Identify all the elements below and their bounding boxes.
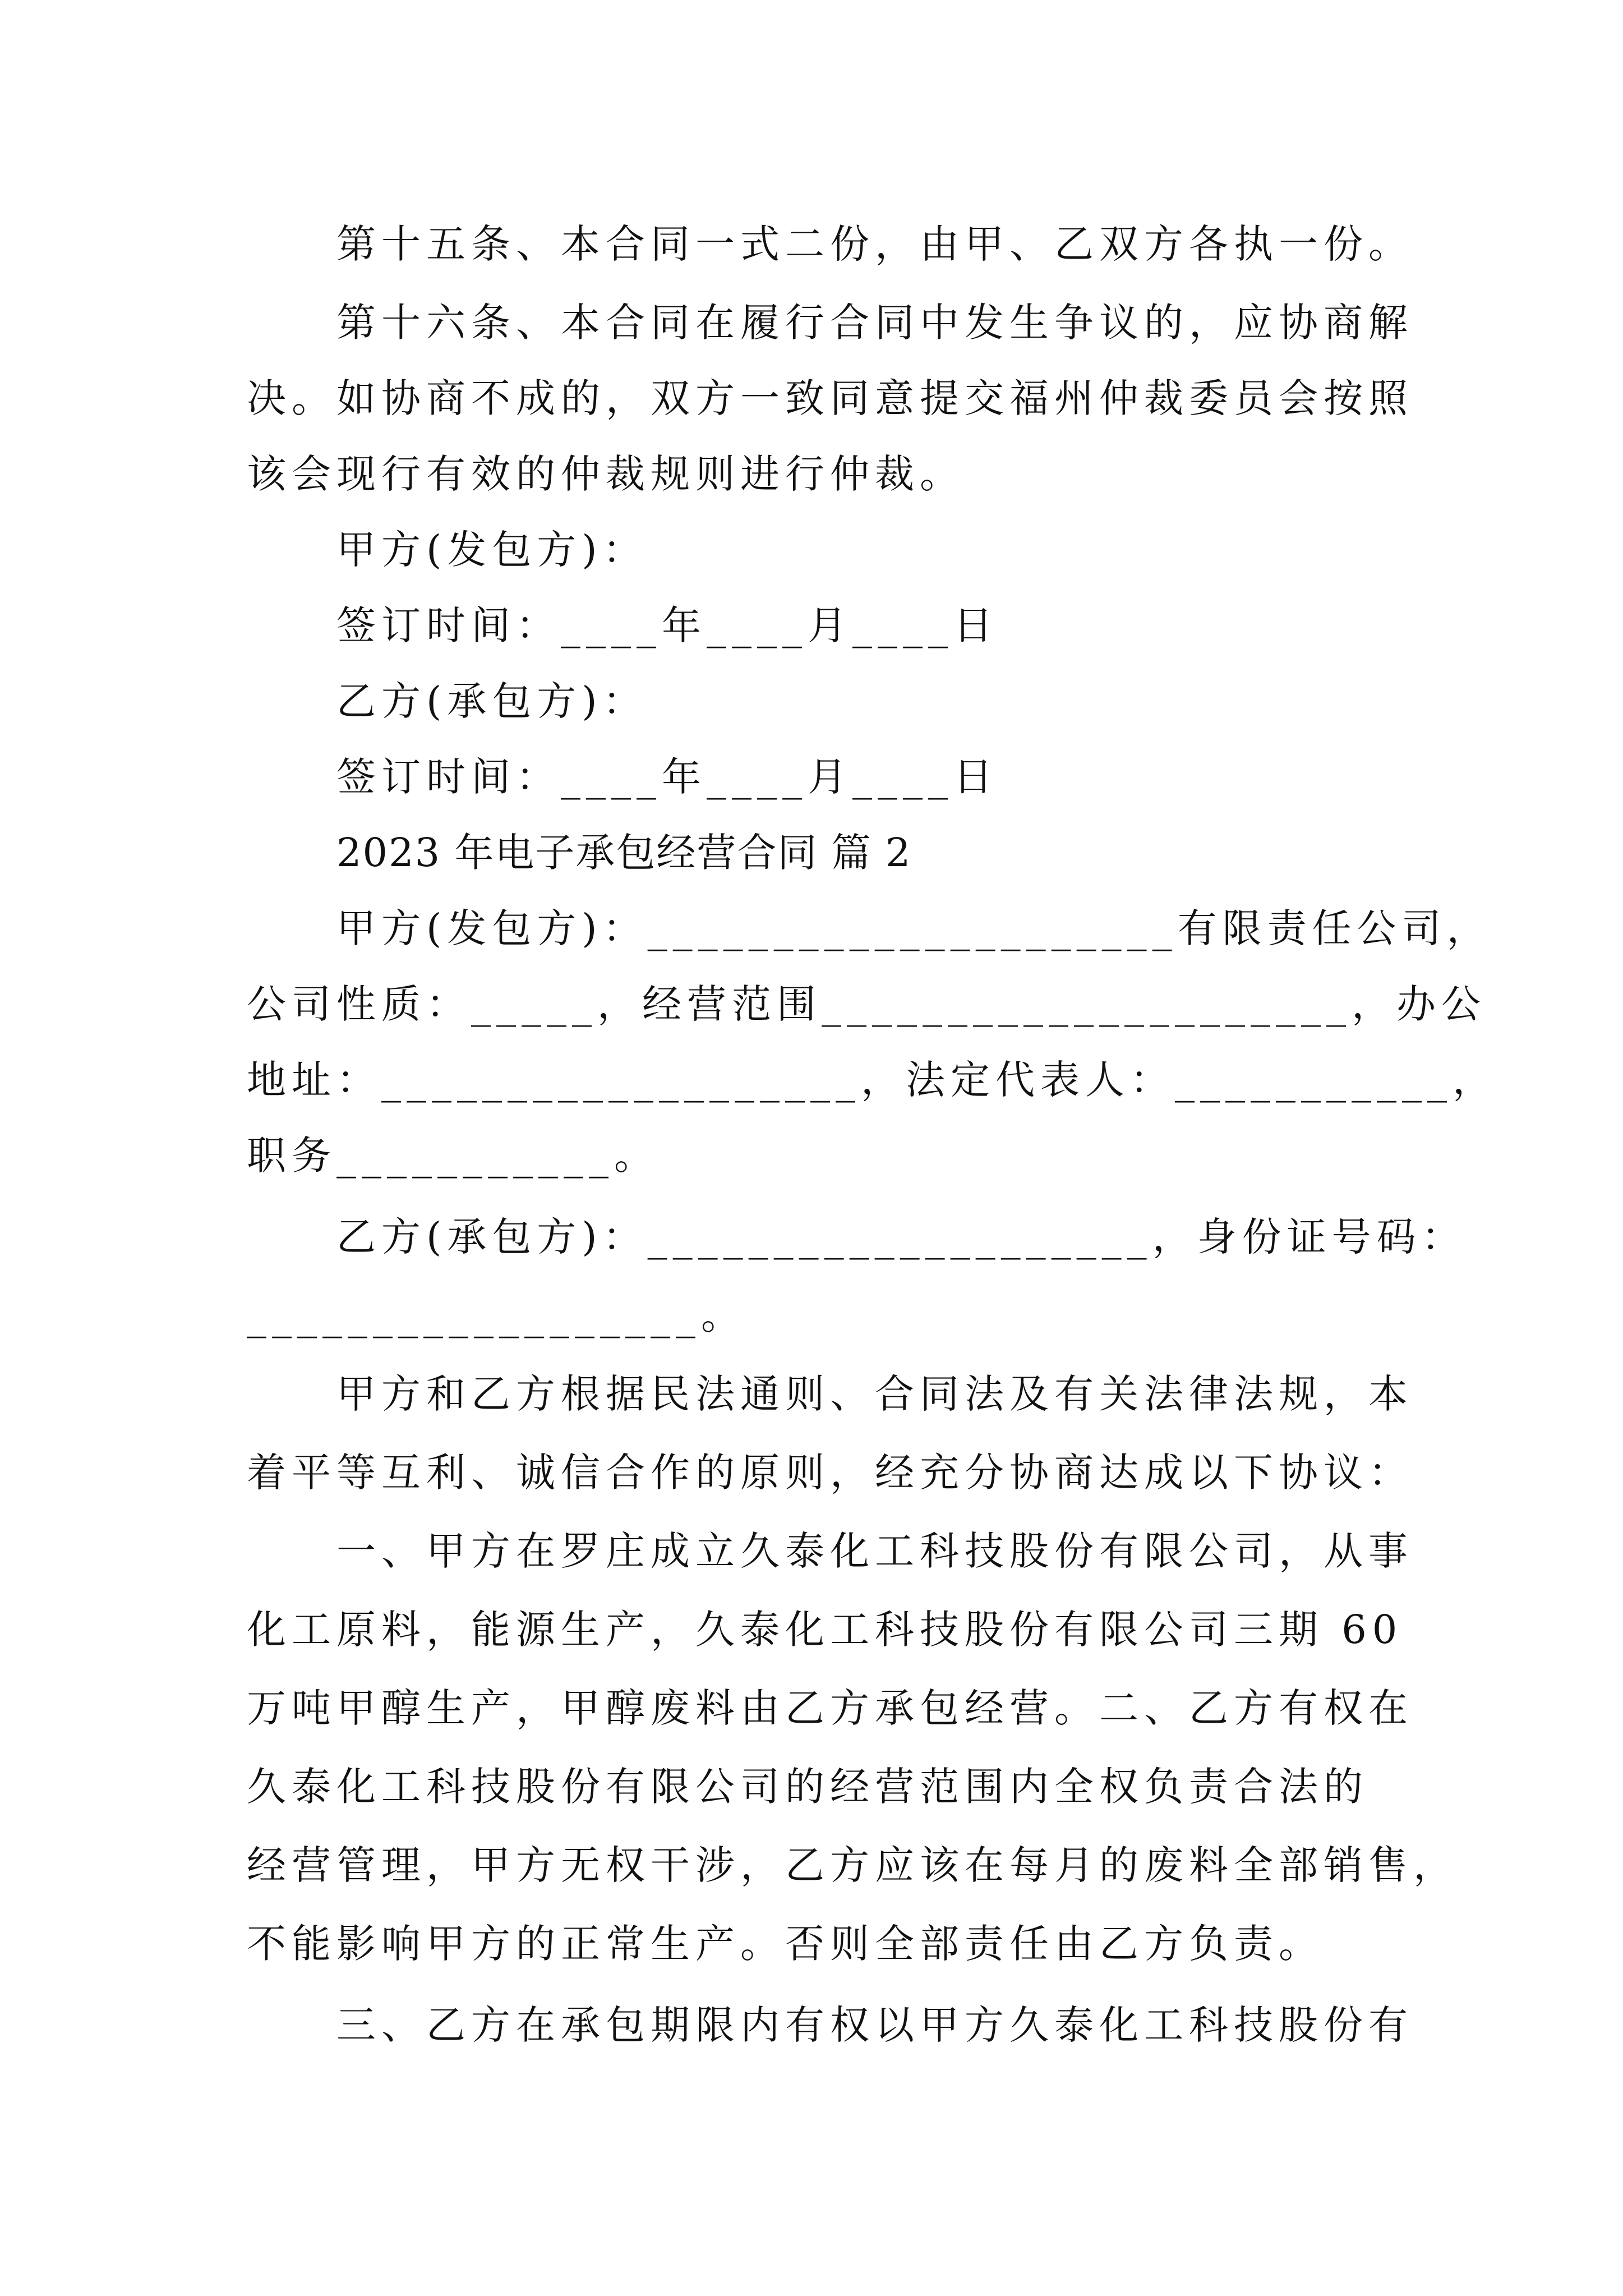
article-1-line-1: 一、甲方在罗庄成立久泰化工科技股份有限公司，从事 — [336, 1528, 1413, 1574]
party-b-sign-date: 签订时间：____年____月____日 — [336, 754, 998, 800]
clause-16-line-1: 第十六条、本合同在履行合同中发生争议的，应协商解 — [336, 300, 1413, 346]
position-line: 职务___________。 — [247, 1133, 659, 1179]
article-3-line-1: 三、乙方在承包期限内有权以甲方久泰化工科技股份有 — [336, 2002, 1413, 2048]
article-2-line-1: 久泰化工科技股份有限公司的经营范围内全权负责合法的 — [247, 1764, 1368, 1810]
clause-15: 第十五条、本合同一式二份，由甲、乙双方各执一份。 — [336, 221, 1413, 267]
article-1-line-2: 化工原料，能源生产，久泰化工科技股份有限公司三期 60 — [247, 1607, 1403, 1653]
party-a-company-line: 甲方(发包方)：_____________________有限责任公司， — [336, 905, 1492, 951]
agreement-intro-line-1: 甲方和乙方根据民法通则、合同法及有关法律法规，本 — [336, 1371, 1413, 1417]
party-b-id-blank: __________________。 — [247, 1292, 746, 1338]
article-2-line-3: 不能影响甲方的正常生产。否则全部责任由乙方负责。 — [247, 1921, 1324, 1967]
article-1-line-3: 万吨甲醇生产，甲醇废料由乙方承包经营。二、乙方有权在 — [247, 1685, 1413, 1731]
agreement-intro-line-2: 着平等互利、诚信合作的原则，经充分协商达成以下协议： — [247, 1450, 1413, 1496]
address-line: 地址：___________________，法定代表人：___________， — [247, 1057, 1497, 1103]
party-a-sign-date: 签订时间：____年____月____日 — [336, 602, 998, 648]
party-b-signature-label: 乙方(承包方)： — [336, 678, 648, 724]
party-a-signature-label: 甲方(发包方)： — [336, 527, 648, 573]
company-nature-line: 公司性质：_____，经营范围_____________________，办公 — [247, 981, 1486, 1027]
party-b-id-line: 乙方(承包方)：____________________，身份证号码： — [336, 1214, 1467, 1260]
clause-16-line-3: 该会现行有效的仲裁规则进行仲裁。 — [247, 451, 965, 497]
article-2-line-2: 经营管理，甲方无权干涉，乙方应该在每月的废料全部销售， — [247, 1842, 1458, 1888]
clause-16-line-2: 决。如协商不成的，双方一致同意提交福州仲裁委员会按照 — [247, 375, 1413, 421]
section-title: 2023 年电子承包经营合同 篇 2 — [336, 830, 912, 876]
